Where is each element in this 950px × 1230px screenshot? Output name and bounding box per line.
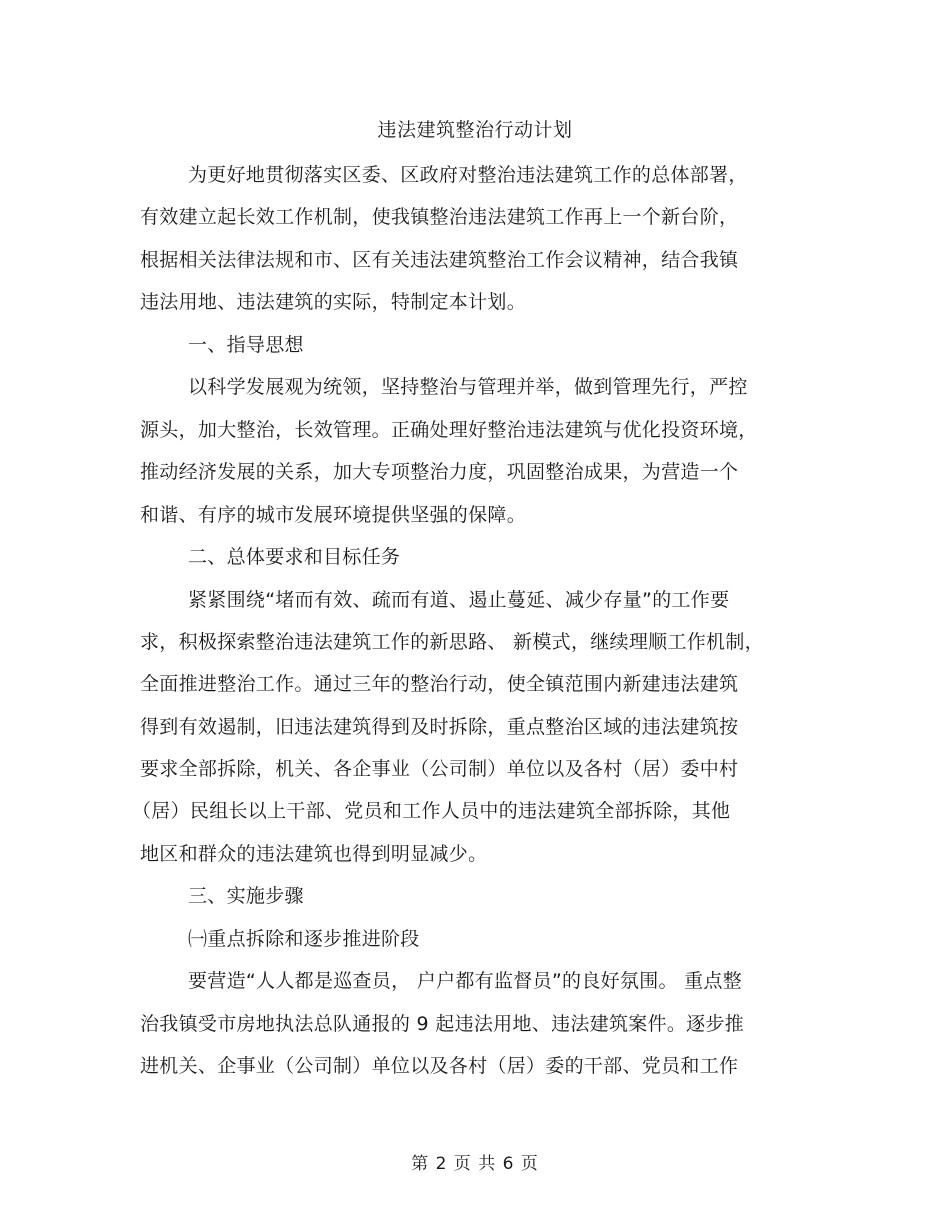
paragraph-line: 得到有效遏制，旧违法建筑得到及时拆除，重点整治区域的违法建筑按 [140,716,739,738]
paragraph-line: 根据相关法律法规和市、区有关违法建筑整治工作会议精神，结合我镇 [140,249,739,271]
paragraph-line: 紧紧围绕“堵而有效、疏而有道、遏止蔓延、减少存量”的工作要 [188,589,730,611]
section-heading: 一、指导思想 [188,334,304,356]
paragraph-line: 求，积极探索整治违法建筑工作的新思路、 新模式，继续理顺工作机制， [140,631,764,653]
paragraph-line: 源头，加大整治，长效管理。正确处理好整治违法建筑与优化投资环境， [140,419,758,441]
page-number-footer: 第 2 页 共 6 页 [411,1154,539,1174]
section-heading: 三、实施步骤 [188,885,304,907]
paragraph-line: 违法用地、违法建筑的实际，特制定本计划。 [140,291,527,313]
section-heading: 二、总体要求和目标任务 [188,546,401,568]
paragraph-line: 进机关、企事业（公司制）单位以及各村（居）委的干部、党员和工作 [140,1055,739,1077]
paragraph-line: 地区和群众的违法建筑也得到明显减少。 [140,843,488,865]
document-title: 违法建筑整治行动计划 [377,119,573,141]
paragraph-line: 治我镇受市房地执法总队通报的 9 起违法用地、违法建筑案件。逐步推 [140,1013,745,1035]
paragraph-line: 有效建立起长效工作机制，使我镇整治违法建筑工作再上一个新台阶， [140,206,739,228]
paragraph-line: 为更好地贯彻落实区委、区政府对整治违法建筑工作的总体部署， [188,164,748,186]
paragraph-line: 以科学发展观为统领，坚持整治与管理并举，做到管理先行，严控 [188,376,748,398]
subsection-heading: ㈠重点拆除和逐步推进阶段 [188,928,420,950]
paragraph-line: （居）民组长以上干部、党员和工作人员中的违法建筑全部拆除，其他 [132,800,731,822]
paragraph-line: 要求全部拆除，机关、各企事业（公司制）单位以及各村（居）委中村 [140,758,739,780]
paragraph-line: 全面推进整治工作。通过三年的整治行动，使全镇范围内新建违法建筑 [140,673,739,695]
paragraph-line: 推动经济发展的关系，加大专项整治力度，巩固整治成果，为营造一个 [140,461,739,483]
paragraph-line: 和谐、有序的城市发展环境提供坚强的保障。 [140,504,527,526]
paragraph-line: 要营造“人人都是巡查员， 户户都有监督员”的良好氛围。 重点整 [188,970,743,992]
